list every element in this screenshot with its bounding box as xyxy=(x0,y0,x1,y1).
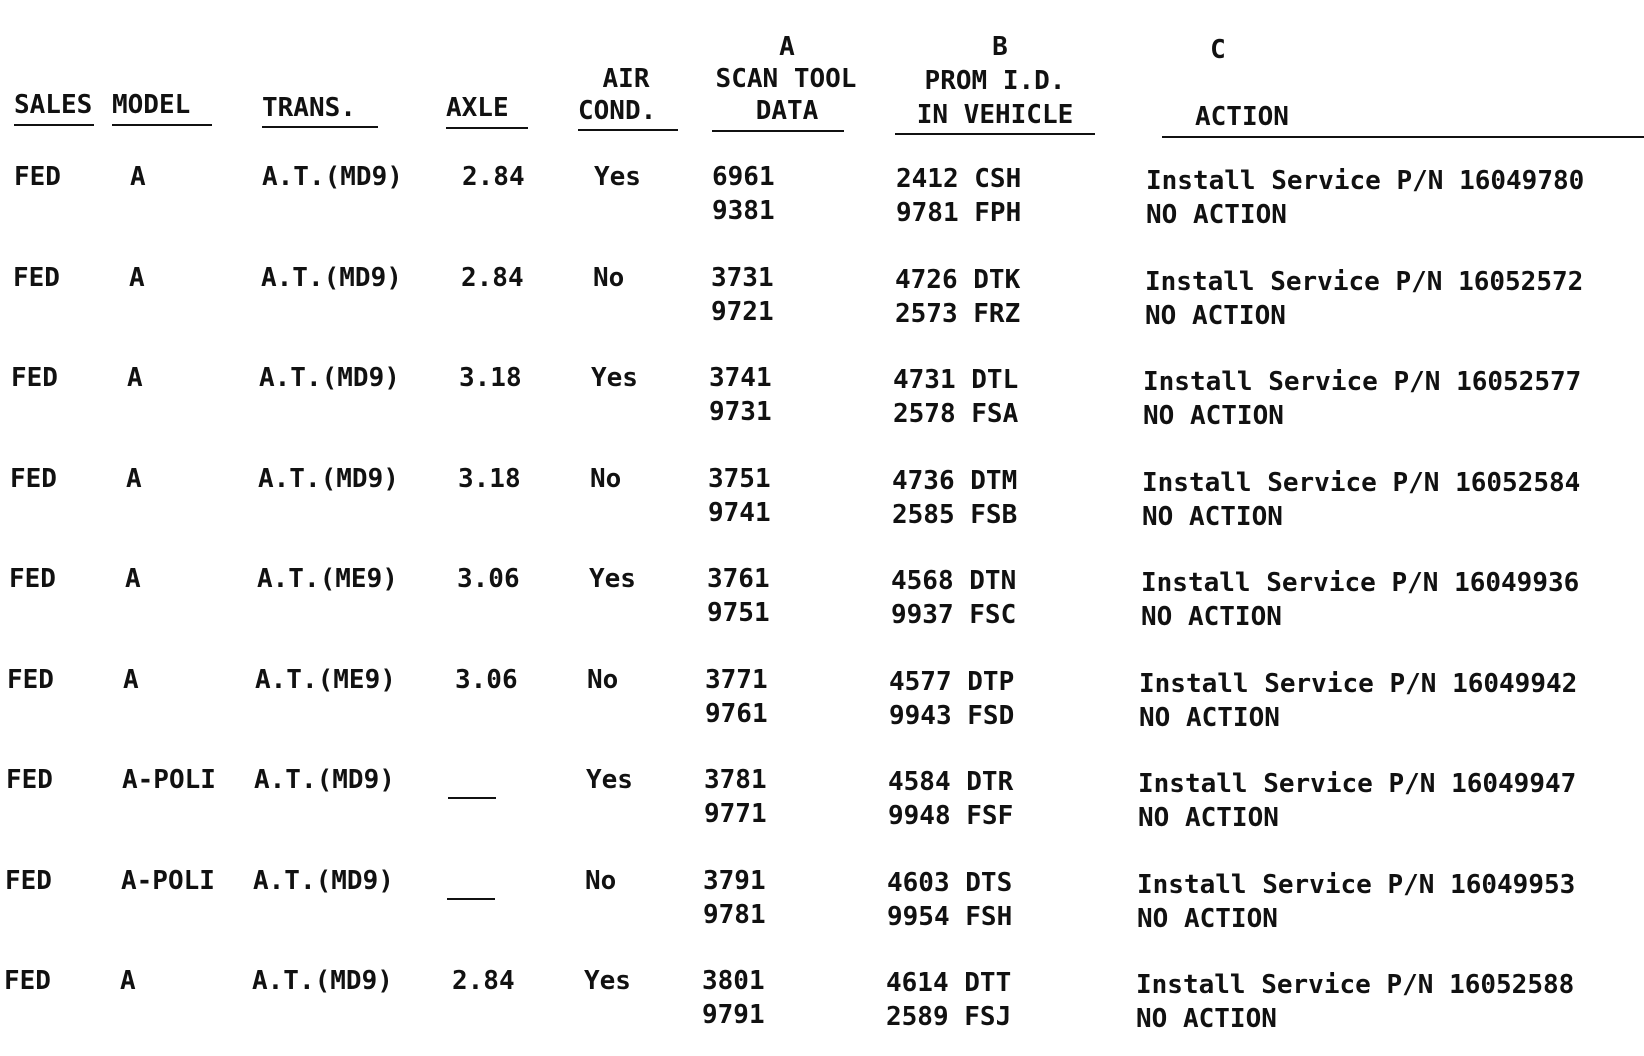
cell-action-1: Install Service P/N 16052572 xyxy=(1145,267,1584,297)
cell-axle: 2.84 xyxy=(452,966,515,996)
cell-model: A-POLI xyxy=(121,866,215,896)
cell-sales: FED xyxy=(6,765,53,795)
header-action: ACTION xyxy=(1195,102,1289,132)
cell-action-2: NO ACTION xyxy=(1141,602,1282,632)
cell-trans: A.T.(MD9) xyxy=(258,464,399,494)
cell-action-1: Install Service P/N 16049942 xyxy=(1139,669,1578,699)
cell-action-2: NO ACTION xyxy=(1142,502,1283,532)
cell-prom-2: 2585 FSB xyxy=(892,500,1018,530)
cell-prom-1: 4736 DTM xyxy=(892,466,1018,496)
cell-axle: 2.84 xyxy=(461,263,524,293)
cell-model: A xyxy=(130,162,146,192)
cell-model: A xyxy=(126,464,142,494)
cell-scan-2: 9731 xyxy=(709,397,772,427)
cell-action-2: NO ACTION xyxy=(1146,200,1287,230)
header-action-underline xyxy=(1162,136,1644,138)
cell-scan-2: 9721 xyxy=(711,297,774,327)
header-sales-underline xyxy=(14,124,94,126)
header-trans-underline xyxy=(262,126,378,128)
cell-action-2: NO ACTION xyxy=(1139,703,1280,733)
cell-air: Yes xyxy=(591,363,638,393)
cell-prom-1: 4584 DTR xyxy=(888,767,1014,797)
cell-trans: A.T.(MD9) xyxy=(259,363,400,393)
cell-scan-1: 3741 xyxy=(709,363,772,393)
header-prom-line1: PROM I.D. xyxy=(924,66,1066,96)
cell-axle: 2.84 xyxy=(462,162,525,192)
cell-prom-1: 4726 DTK xyxy=(895,265,1021,295)
cell-scan-1: 3761 xyxy=(707,564,770,594)
cell-scan-2: 9791 xyxy=(702,1000,765,1030)
cell-action-1: Install Service P/N 16049953 xyxy=(1137,870,1576,900)
cell-action-1: Install Service P/N 16052584 xyxy=(1142,468,1581,498)
cell-air: No xyxy=(587,665,619,695)
header-scan-underline xyxy=(712,130,844,132)
cell-air: No xyxy=(590,464,622,494)
cell-sales: FED xyxy=(9,564,56,594)
header-c-letter: C xyxy=(1210,35,1226,65)
header-prom-line2: IN VEHICLE xyxy=(916,100,1074,130)
cell-air: Yes xyxy=(589,564,636,594)
header-axle-underline xyxy=(446,127,528,129)
header-model-underline xyxy=(112,124,212,126)
cell-scan-2: 9751 xyxy=(707,598,770,628)
cell-sales: FED xyxy=(10,464,57,494)
cell-prom-2: 9781 FPH xyxy=(896,198,1022,228)
cell-air: Yes xyxy=(584,966,631,996)
cell-sales: FED xyxy=(7,665,54,695)
header-model: MODEL xyxy=(112,90,191,120)
cell-prom-1: 4614 DTT xyxy=(886,968,1012,998)
cell-air: Yes xyxy=(586,765,633,795)
cell-model: A xyxy=(123,665,139,695)
cell-model: A xyxy=(129,263,145,293)
cell-model: A xyxy=(125,564,141,594)
header-axle: AXLE xyxy=(446,93,509,123)
cell-scan-2: 9381 xyxy=(712,196,775,226)
header-air-line2: COND. xyxy=(578,96,657,126)
cell-axle-blank xyxy=(448,797,496,799)
header-b-letter: B xyxy=(992,32,1008,62)
cell-prom-2: 9948 FSF xyxy=(888,801,1014,831)
cell-trans: A.T.(MD9) xyxy=(261,263,402,293)
cell-action-1: Install Service P/N 16049947 xyxy=(1138,769,1577,799)
cell-action-2: NO ACTION xyxy=(1138,803,1279,833)
cell-prom-1: 4568 DTN xyxy=(891,566,1017,596)
cell-scan-2: 9781 xyxy=(703,900,766,930)
cell-prom-1: 4577 DTP xyxy=(889,667,1015,697)
cell-action-1: Install Service P/N 16052577 xyxy=(1143,367,1582,397)
header-a-letter: A xyxy=(779,32,795,62)
header-air-underline xyxy=(578,129,678,131)
cell-trans: A.T.(MD9) xyxy=(253,866,394,896)
cell-axle-blank xyxy=(447,898,495,900)
cell-sales: FED xyxy=(5,866,52,896)
cell-prom-2: 2573 FRZ xyxy=(895,299,1021,329)
cell-model: A xyxy=(120,966,136,996)
cell-action-2: NO ACTION xyxy=(1145,301,1286,331)
cell-axle: 3.18 xyxy=(459,363,522,393)
cell-action-2: NO ACTION xyxy=(1137,904,1278,934)
cell-action-1: Install Service P/N 16049936 xyxy=(1141,568,1580,598)
cell-scan-2: 9741 xyxy=(708,498,771,528)
header-air-line1: AIR xyxy=(602,64,650,94)
cell-sales: FED xyxy=(13,263,60,293)
header-prom-underline xyxy=(895,133,1095,135)
cell-axle: 3.06 xyxy=(455,665,518,695)
cell-action-1: Install Service P/N 16052588 xyxy=(1136,970,1575,1000)
cell-axle: 3.18 xyxy=(458,464,521,494)
cell-sales: FED xyxy=(4,966,51,996)
cell-trans: A.T.(MD9) xyxy=(262,162,403,192)
header-scan-line2: DATA xyxy=(755,96,819,126)
cell-air: Yes xyxy=(594,162,641,192)
header-scan-line1: SCAN TOOL xyxy=(715,64,857,94)
cell-axle: 3.06 xyxy=(457,564,520,594)
cell-scan-1: 3801 xyxy=(702,966,765,996)
cell-scan-1: 3751 xyxy=(708,464,771,494)
cell-action-2: NO ACTION xyxy=(1136,1004,1277,1034)
cell-prom-1: 4731 DTL xyxy=(893,365,1019,395)
cell-model: A-POLI xyxy=(122,765,216,795)
cell-trans: A.T.(ME9) xyxy=(255,665,396,695)
cell-scan-1: 3771 xyxy=(705,665,768,695)
cell-prom-2: 2578 FSA xyxy=(893,399,1019,429)
cell-scan-1: 3731 xyxy=(711,263,774,293)
cell-prom-1: 4603 DTS xyxy=(887,868,1013,898)
cell-air: No xyxy=(585,866,617,896)
cell-scan-1: 6961 xyxy=(712,162,775,192)
header-trans: TRANS. xyxy=(262,93,356,123)
cell-sales: FED xyxy=(11,363,58,393)
cell-trans: A.T.(MD9) xyxy=(252,966,393,996)
cell-prom-2: 9954 FSH xyxy=(887,902,1013,932)
cell-scan-1: 3791 xyxy=(703,866,766,896)
cell-trans: A.T.(MD9) xyxy=(254,765,395,795)
cell-action-2: NO ACTION xyxy=(1143,401,1284,431)
cell-action-1: Install Service P/N 16049780 xyxy=(1146,166,1585,196)
cell-sales: FED xyxy=(14,162,61,192)
cell-scan-2: 9771 xyxy=(704,799,767,829)
cell-scan-1: 3781 xyxy=(704,765,767,795)
cell-air: No xyxy=(593,263,625,293)
cell-prom-2: 2589 FSJ xyxy=(886,1002,1012,1032)
cell-prom-2: 9937 FSC xyxy=(891,600,1017,630)
header-sales: SALES xyxy=(14,90,93,120)
cell-model: A xyxy=(127,363,143,393)
cell-prom-2: 9943 FSD xyxy=(889,701,1015,731)
cell-prom-1: 2412 CSH xyxy=(896,164,1022,194)
cell-trans: A.T.(ME9) xyxy=(257,564,398,594)
cell-scan-2: 9761 xyxy=(705,699,768,729)
